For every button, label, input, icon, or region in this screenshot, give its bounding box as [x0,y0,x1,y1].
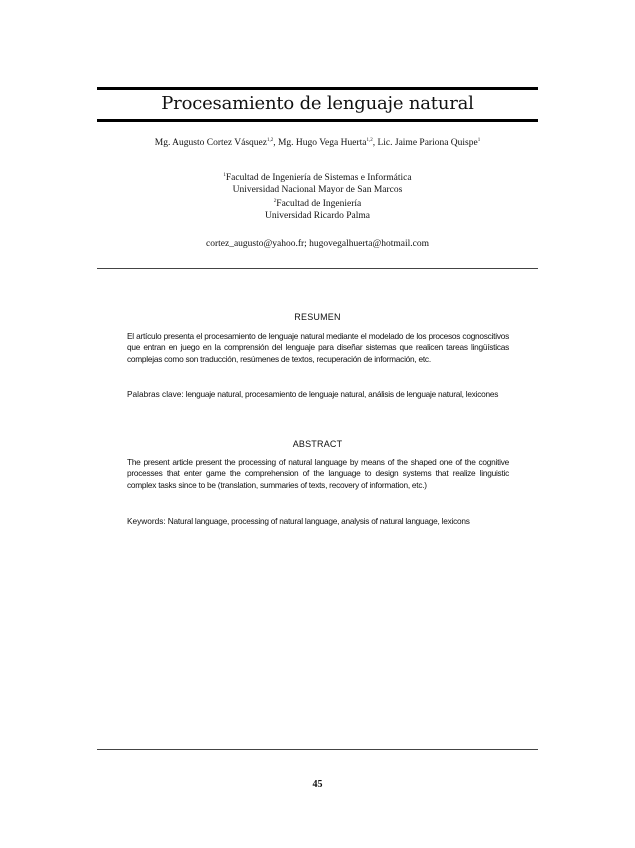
affiliation-text: Facultad de Ingeniería de Sistemas e Informática [225,173,412,183]
resumen-keywords [127,389,509,400]
author-emails: cortez_augusto@yahoo.fr; hugovegalhuerta@hotmail.com [206,239,429,249]
affiliation-text: Facultad de Ingeniería [276,199,362,209]
keywords-label: Keywords: [127,516,166,526]
keywords-text: Natural language, processing of natural language, analysis of natural language, lexicons [167,516,470,526]
affiliation-text: Universidad Ricardo Palma [264,210,370,221]
author-separator: , [372,138,378,148]
title-bottom-rule [97,119,538,122]
affiliation-line [97,211,538,223]
page-number: 45 [312,779,323,790]
author-affiliation-mark: 1,2 [266,138,274,143]
abstract-body: The present article present the processing of natural language by means of the shaped one of the cognitive processes that enter game the comprehension of the language to design systems that realize linguistic complex tasks since to be (translation, summaries of texts, recovery of information, etc.) [127,457,509,490]
affiliation-line [97,170,538,185]
affiliation-text: Universidad Nacional Mayor de San Marcos [232,184,403,195]
header-bottom-rule [97,268,538,269]
keywords-label: Palabras clave: [127,389,184,399]
affiliation-mark: 1 [223,173,226,178]
paper-title: Procesamiento de lenguaje natural [161,93,474,114]
author-name: Mg. Hugo Vega Huerta [277,138,367,148]
affiliation-mark: 2 [273,199,277,204]
author-name: Mg. Augusto Cortez Vásquez [154,138,267,148]
author-affiliation-mark: 1 [477,138,481,143]
resumen-heading: RESUMEN [294,312,341,322]
abstract-keywords [127,516,509,527]
top-rule [97,87,538,90]
affiliation-block [97,170,538,222]
author-separator: , [273,138,278,148]
abstract-heading: ABSTRACT [292,439,343,449]
keywords-text: lenguaje natural, procesamiento de lenguaje natural, análisis de lenguaje natural, lexicones [185,389,499,399]
resumen-body: El artículo presenta el procesamiento de lenguaje natural mediante el modelado de los procesos cognoscitivos que entran en juego en la comprensión del lenguaje para diseñar sistemas que realicen tareas lingüísticas complejas como son traducción, resúmenes de textos, recuperación de información, etc. [127,331,509,364]
author-affiliation-mark: 1,2 [366,138,373,143]
footer-rule [97,749,538,750]
affiliation-line [97,196,538,211]
author-name: Lic. Jaime Pariona Quispe [377,138,478,148]
affiliation-line [97,185,538,197]
author-list [97,138,538,148]
